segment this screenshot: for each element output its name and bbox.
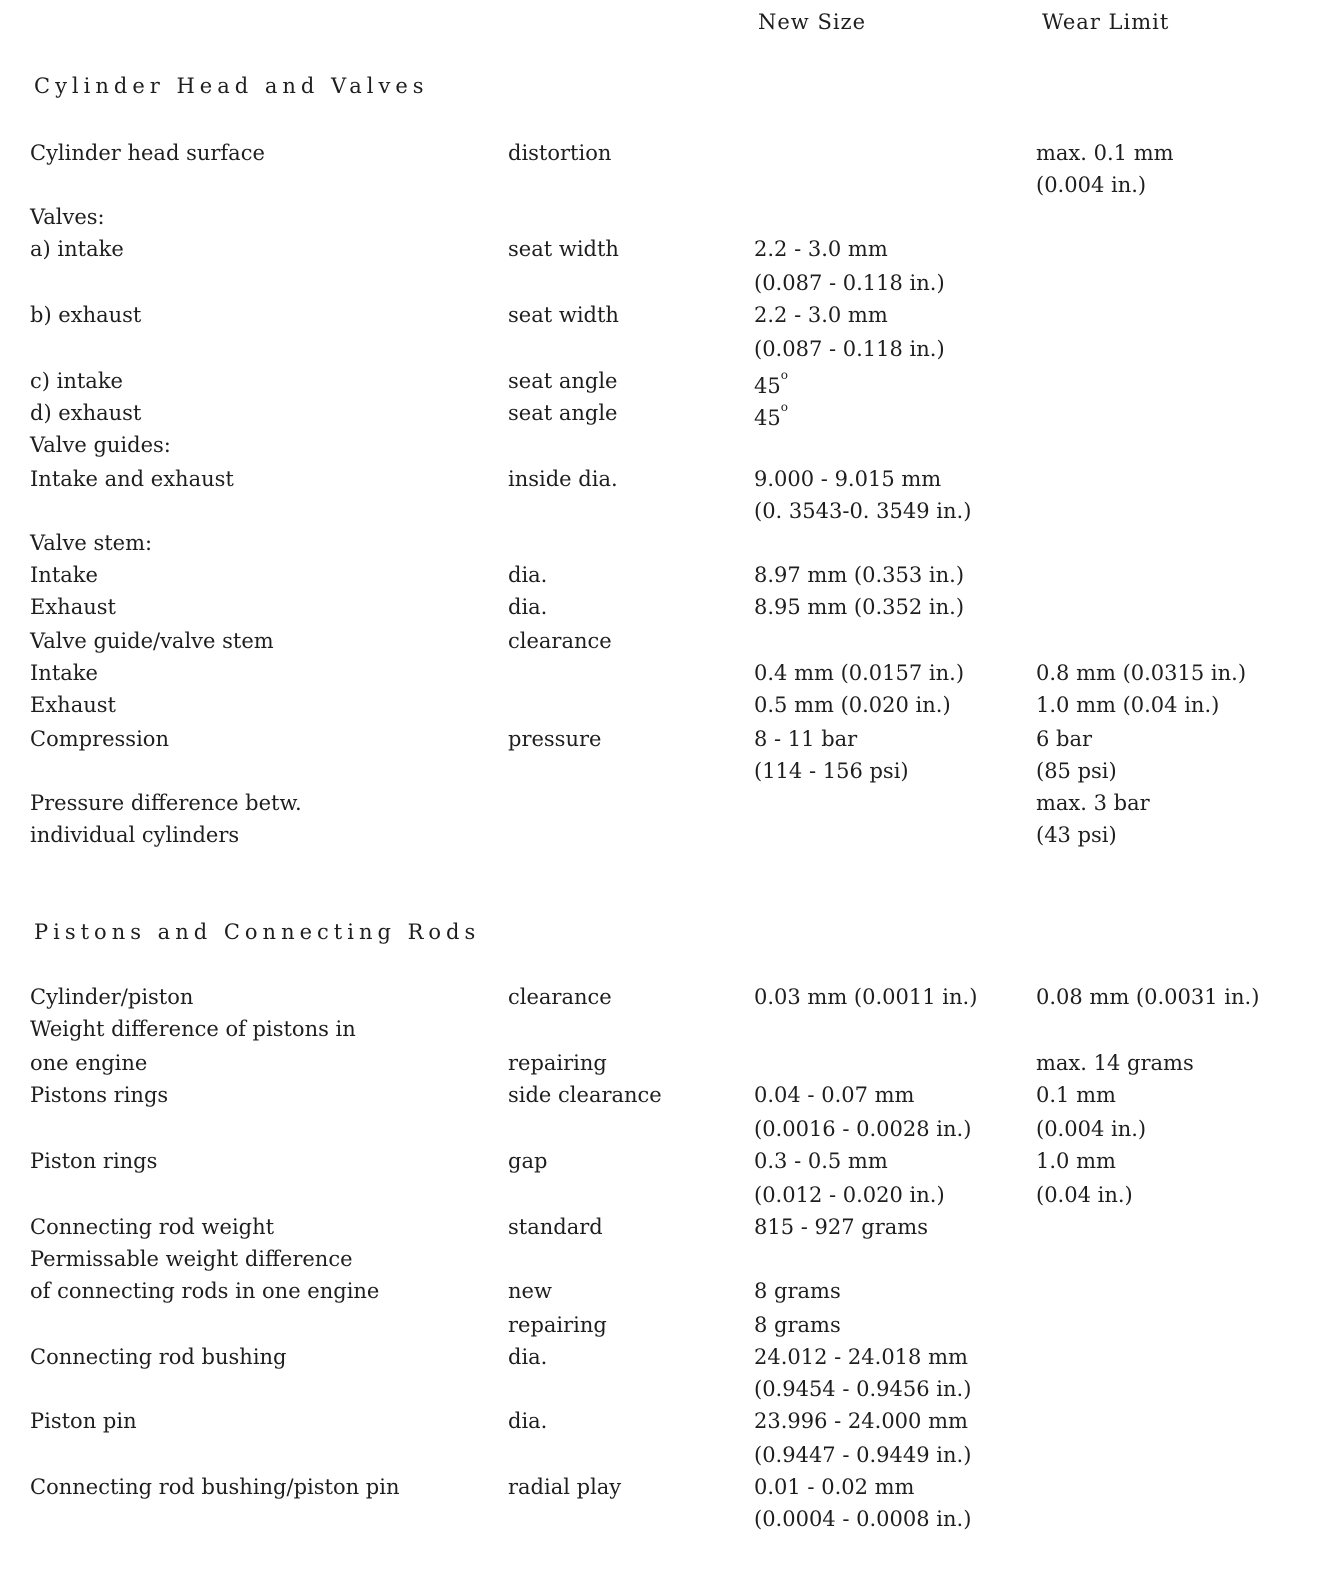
row-wear-limit: (85 psi): [1036, 759, 1117, 783]
row-measurement: clearance: [508, 985, 612, 1009]
row-name: Intake and exhaust: [30, 467, 234, 491]
row-name: b) exhaust: [30, 303, 142, 327]
row-name: Intake: [30, 661, 98, 685]
row-name: Cylinder/piston: [30, 985, 194, 1009]
row-name: Valve guide/valve stem: [30, 629, 274, 653]
row-wear-limit: 6 bar: [1036, 727, 1093, 751]
row-measurement: gap: [508, 1149, 548, 1173]
row-new-size: 45$^o$: [754, 368, 788, 398]
row-wear-limit: max. 14 grams: [1036, 1051, 1194, 1075]
degree-mark: o: [780, 400, 788, 414]
row-new-size: 0.4 mm (0.0157 in.): [754, 661, 965, 685]
row-wear-limit: 0.1 mm: [1036, 1083, 1116, 1107]
row-wear-limit: (0.04 in.): [1036, 1183, 1133, 1207]
row-name: Weight difference of pistons in: [30, 1017, 356, 1041]
row-name: Piston pin: [30, 1409, 137, 1433]
row-measurement: repairing: [508, 1313, 607, 1337]
row-measurement: dia.: [508, 1409, 548, 1433]
row-new-size: (0.087 - 0.118 in.): [754, 337, 945, 361]
row-measurement: radial play: [508, 1475, 622, 1499]
row-measurement: standard: [508, 1215, 603, 1239]
row-name: of connecting rods in one engine: [30, 1279, 380, 1303]
row-measurement: new: [508, 1279, 552, 1303]
row-wear-limit: 0.08 mm (0.0031 in.): [1036, 985, 1260, 1009]
row-new-size: 8 grams: [754, 1279, 841, 1303]
section-title-pistons: Pistons and Connecting Rods: [34, 920, 481, 944]
degree-mark: o: [780, 368, 788, 382]
row-name: individual cylinders: [30, 823, 240, 847]
row-measurement: seat angle: [508, 401, 618, 425]
row-name: c) intake: [30, 369, 123, 393]
row-name: Permissable weight difference: [30, 1247, 353, 1271]
column-header-new-size: New Size: [758, 10, 867, 34]
row-name: Piston rings: [30, 1149, 158, 1173]
row-measurement: dia.: [508, 563, 548, 587]
row-new-size: (0.9447 - 0.9449 in.): [754, 1443, 972, 1467]
row-name: Valves:: [30, 205, 105, 229]
row-new-size: 2.2 - 3.0 mm: [754, 303, 888, 327]
row-measurement: distortion: [508, 141, 612, 165]
row-name: Cylinder head surface: [30, 141, 265, 165]
section-title-cylinder-head: Cylinder Head and Valves: [34, 74, 429, 98]
row-name: Pressure difference betw.: [30, 791, 302, 815]
row-name: a) intake: [30, 237, 124, 261]
row-new-size: (114 - 156 psi): [754, 759, 909, 783]
row-measurement: clearance: [508, 629, 612, 653]
row-wear-limit: (0.004 in.): [1036, 1117, 1147, 1141]
row-new-size: (0.087 - 0.118 in.): [754, 271, 945, 295]
row-wear-limit: 1.0 mm: [1036, 1149, 1116, 1173]
row-measurement: dia.: [508, 595, 548, 619]
row-new-size: 8 grams: [754, 1313, 841, 1337]
row-name: Exhaust: [30, 693, 116, 717]
column-header-wear-limit: Wear Limit: [1042, 10, 1170, 34]
row-wear-limit: max. 3 bar: [1036, 791, 1150, 815]
row-name: Compression: [30, 727, 169, 751]
row-name: Valve guides:: [30, 433, 171, 457]
row-name: one engine: [30, 1051, 148, 1075]
row-name: Connecting rod weight: [30, 1215, 275, 1239]
row-measurement: inside dia.: [508, 467, 618, 491]
row-measurement: seat angle: [508, 369, 618, 393]
row-name: Pistons rings: [30, 1083, 169, 1107]
row-name: Exhaust: [30, 595, 116, 619]
row-name: Connecting rod bushing: [30, 1345, 287, 1369]
row-measurement: seat width: [508, 303, 619, 327]
row-wear-limit: (0.004 in.): [1036, 173, 1147, 197]
row-measurement: repairing: [508, 1051, 607, 1075]
row-new-size: (0.012 - 0.020 in.): [754, 1183, 945, 1207]
row-new-size: 0.3 - 0.5 mm: [754, 1149, 888, 1173]
row-new-size: 8.97 mm (0.353 in.): [754, 563, 965, 587]
row-new-size: 45$^o$: [754, 400, 788, 430]
row-new-size: 0.04 - 0.07 mm: [754, 1083, 915, 1107]
row-new-size: 0.03 mm (0.0011 in.): [754, 985, 978, 1009]
row-measurement: seat width: [508, 237, 619, 261]
row-new-size: (0.0016 - 0.0028 in.): [754, 1117, 972, 1141]
row-measurement: side clearance: [508, 1083, 662, 1107]
row-new-size: 23.996 - 24.000 mm: [754, 1409, 968, 1433]
row-new-size: 8.95 mm (0.352 in.): [754, 595, 965, 619]
row-wear-limit: max. 0.1 mm: [1036, 141, 1174, 165]
row-name: d) exhaust: [30, 401, 142, 425]
row-new-size: 24.012 - 24.018 mm: [754, 1345, 968, 1369]
row-name: Intake: [30, 563, 98, 587]
row-new-size: 815 - 927 grams: [754, 1215, 928, 1239]
row-new-size: (0. 3543-0. 3549 in.): [754, 499, 972, 523]
row-new-size: 0.01 - 0.02 mm: [754, 1475, 915, 1499]
row-measurement: dia.: [508, 1345, 548, 1369]
row-new-size: 0.5 mm (0.020 in.): [754, 693, 951, 717]
row-wear-limit: (43 psi): [1036, 823, 1117, 847]
row-name: Valve stem:: [30, 531, 153, 555]
row-measurement: pressure: [508, 727, 602, 751]
row-wear-limit: 0.8 mm (0.0315 in.): [1036, 661, 1247, 685]
row-wear-limit: 1.0 mm (0.04 in.): [1036, 693, 1220, 717]
row-new-size: 9.000 - 9.015 mm: [754, 467, 942, 491]
row-new-size: (0.9454 - 0.9456 in.): [754, 1377, 972, 1401]
row-new-size: 2.2 - 3.0 mm: [754, 237, 888, 261]
row-name: Connecting rod bushing/piston pin: [30, 1475, 400, 1499]
row-new-size: 8 - 11 bar: [754, 727, 858, 751]
row-new-size: (0.0004 - 0.0008 in.): [754, 1507, 972, 1531]
